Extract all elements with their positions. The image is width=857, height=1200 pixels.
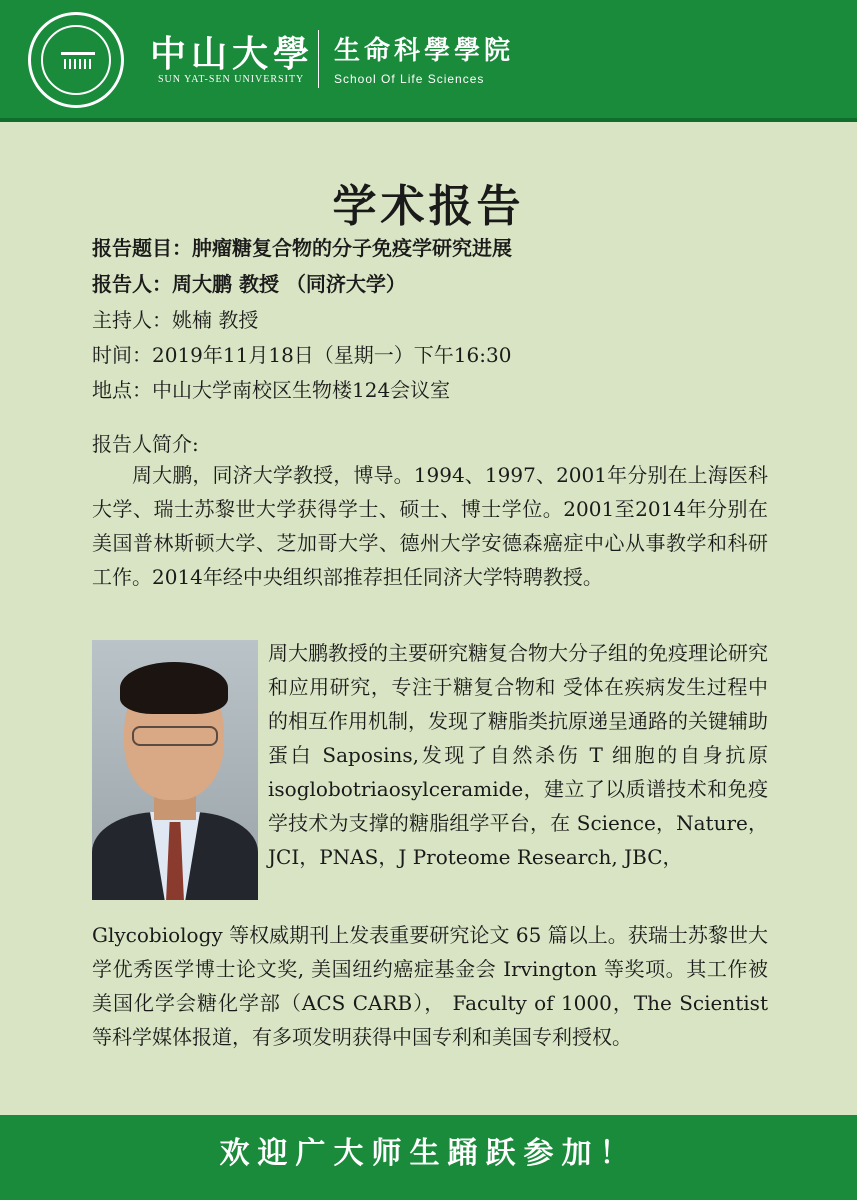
building-icon — [61, 52, 95, 70]
school-name-cn: 生命科學學院 — [334, 36, 515, 66]
page-title: 学术报告 — [332, 181, 525, 232]
school-name-en: School Of Life Sciences — [334, 72, 485, 86]
seal-ring — [41, 25, 111, 95]
header-divider — [0, 118, 857, 122]
bio-paragraph-3: Glycobiology 等权威期刊上发表重要研究论文 65 篇以上。获瑞士苏黎世大学优秀医学博士论文奖, 美国纽约癌症基金会 Irvington 等奖项。其工作被美国化学会糖化学部（ACS CARB）， Faculty of 1000，The Scientist 等科学媒体报道，有多项发明获得中国专利和美国专利授权。 — [92, 923, 768, 1049]
photo-hair — [120, 662, 228, 714]
report-location: 地点：中山大学南校区生物楼124会议室 — [92, 378, 451, 402]
bio-heading: 报告人简介: — [92, 432, 199, 456]
bio-paragraph-2: 周大鹏教授的主要研究糖复合物大分子组的免疫理论研究和应用研究，专注于糖复合物和 受体在疾病发生过程中的相互作用机制，发现了糖脂类抗原递呈通路的关键辅助蛋白 Saposins,发现了自然杀伤 T 细胞的自身抗原 isoglobotriaosylceramide，建立了以质谱技术和免疫学技术为支撑的糖脂组学平台，在 Science，Nature，JCI，PNAS，J Proteome Research, JBC， — [268, 641, 768, 869]
photo-glasses — [132, 726, 218, 746]
university-name-cn: 中山大學 — [150, 33, 315, 75]
bio-paragraph-1: 周大鹏，同济大学教授，博导。1994、1997、2001年分别在上海医科大学、瑞士苏黎世大学获得学士、硕士、博士学位。2001至2014年分别在美国普林斯顿大学、芝加哥大学、德州大学安德森癌症中心从事教学和科研工作。2014年经中央组织部推荐担任同济大学特聘教授。 — [92, 463, 768, 589]
report-topic: 报告题目：肿瘤糖复合物的分子免疫学研究进展 — [92, 236, 512, 260]
report-time: 时间：2019年11月18日（星期一）下午16:30 — [92, 343, 512, 367]
footer-welcome-text: 欢迎广大师生踊跃参加！ — [219, 1136, 638, 1171]
report-host: 主持人：姚楠 教授 — [92, 308, 259, 332]
university-seal-logo — [28, 12, 124, 108]
speaker-photo — [92, 640, 258, 900]
university-name-en: SUN YAT-SEN UNIVERSITY — [158, 74, 305, 85]
header-vertical-divider — [318, 30, 319, 88]
report-speaker: 报告人：周大鹏 教授 （同济大学） — [92, 272, 406, 296]
